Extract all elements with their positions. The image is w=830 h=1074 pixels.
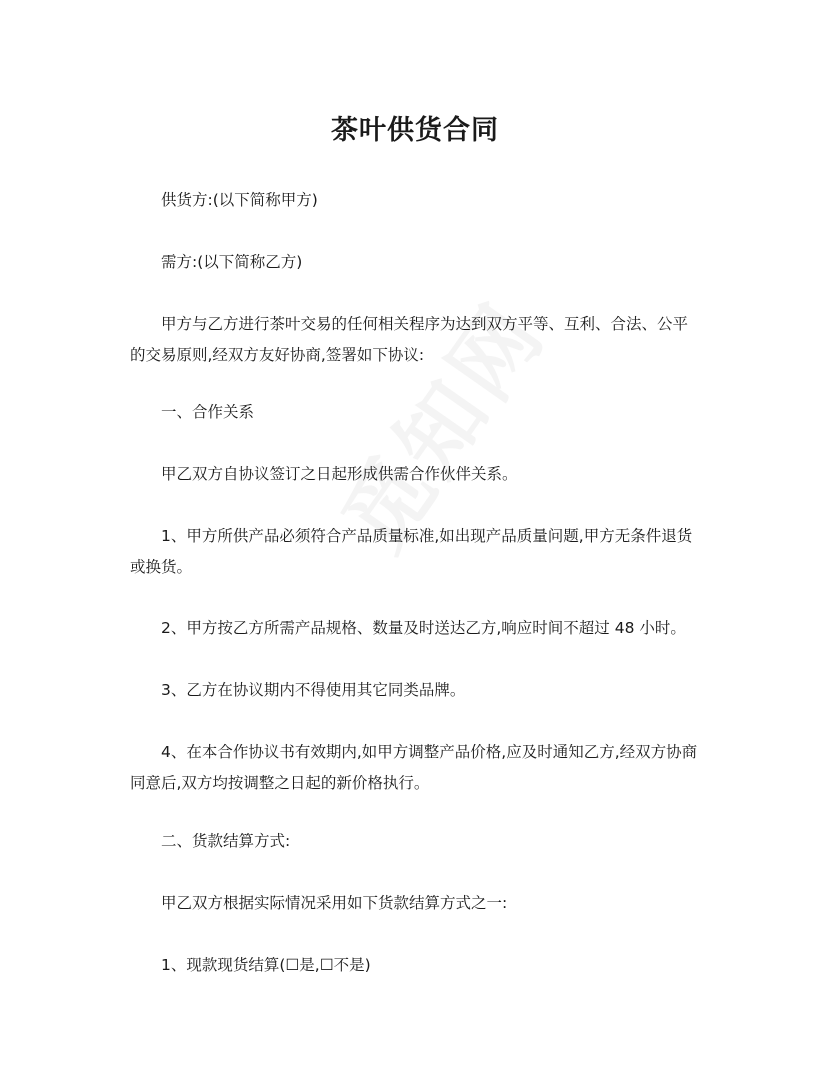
clause-4-pricing: 4、在本合作协议书有效期内,如甲方调整产品价格,应及时通知乙方,经双方协商同意后,双方均按调整之日起的新价格执行。 xyxy=(130,743,698,792)
document-title: 茶叶供货合同 xyxy=(331,115,499,146)
section-heading-payment: 二、货款结算方式: xyxy=(161,832,291,850)
paragraph-buyer: 需方:(以下简称乙方) xyxy=(161,253,303,271)
clause-1-quality: 1、甲方所供产品必须符合产品质量标准,如出现产品质量问题,甲方无条件退货或换货。 xyxy=(130,527,693,576)
paragraph-payment-methods: 甲乙双方根据实际情况采用如下货款结算方式之一: xyxy=(161,894,508,912)
clause-3-brand: 3、乙方在协议期内不得使用其它同类品牌。 xyxy=(161,681,466,699)
paragraph-partnership: 甲乙双方自协议签订之日起形成供需合作伙伴关系。 xyxy=(161,465,518,483)
payment-option-1: 1、现款现货结算(☐是,☐不是) xyxy=(161,956,371,974)
paragraph-supplier: 供货方:(以下简称甲方) xyxy=(161,191,318,209)
section-heading-cooperation: 一、合作关系 xyxy=(161,403,255,421)
clause-2-delivery: 2、甲方按乙方所需产品规格、数量及时送达乙方,响应时间不超过 48 小时。 xyxy=(161,619,686,637)
paragraph-preamble: 甲方与乙方进行茶叶交易的任何相关程序为达到双方平等、互利、合法、公平的交易原则,经双方友好协商,签署如下协议: xyxy=(130,315,689,364)
